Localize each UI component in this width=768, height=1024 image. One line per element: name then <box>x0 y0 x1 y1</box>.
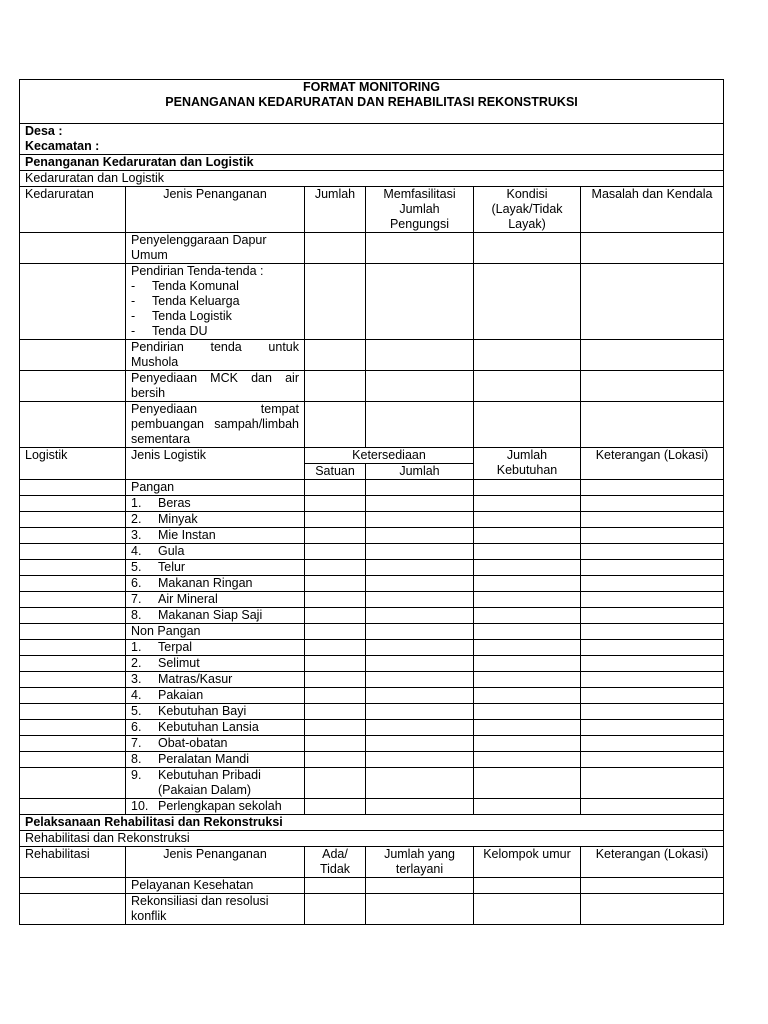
tenda-title: Pendirian Tenda-tenda : <box>131 264 264 278</box>
list-item: 6. Makanan Ringan <box>131 576 253 590</box>
list-item: 1. Terpal <box>131 640 193 654</box>
item-tenda <box>126 264 305 340</box>
list-item: 7. Air Mineral <box>131 592 218 606</box>
location-fields <box>20 124 724 155</box>
list-item: 4. Gula <box>131 544 185 558</box>
col-memfasilitasi: Memfasilitasi Jumlah Pengungsi <box>366 187 474 233</box>
list-item: 7. Obat-obatan <box>131 736 228 750</box>
list-item: 2. Minyak <box>131 512 198 526</box>
col-jumlah-ketersediaan: Jumlah <box>366 464 474 480</box>
list-item: - Tenda Logistik <box>131 309 232 323</box>
category-non-pangan: Non Pangan <box>126 624 305 640</box>
item-dapur-umum: Penyelenggaraan Dapur Umum <box>126 233 305 264</box>
list-item: - Tenda Komunal <box>131 279 239 293</box>
list-item: 8. Makanan Siap Saji <box>131 608 263 622</box>
col-kelompok-umur: Kelompok umur <box>474 847 581 878</box>
title-line-2: PENANGANAN KEDARURATAN DAN REHABILITASI REKONSTRUKSI <box>165 95 578 109</box>
title-line-1: FORMAT MONITORING <box>303 80 441 94</box>
col-jenis-logistik: Jenis Logistik <box>126 448 305 480</box>
item-sampah: Penyediaan tempat pembuangan sampah/limbah sementara <box>126 402 305 448</box>
item-mck: Penyediaan MCK dan air bersih <box>126 371 305 402</box>
col-rehabilitasi: Rehabilitasi <box>20 847 126 878</box>
col-satuan: Satuan <box>305 464 366 480</box>
col-ketersediaan: Ketersediaan <box>305 448 474 464</box>
list-item: - Tenda Keluarga <box>131 294 240 308</box>
col-jenis-penanganan-2: Jenis Penanganan <box>126 847 305 878</box>
kecamatan-label: Kecamatan : <box>25 139 100 153</box>
desa-label: Desa : <box>25 124 63 138</box>
section-subheader-kedaruratan: Kedaruratan dan Logistik <box>20 171 724 187</box>
list-item: 10. Perlengkapan sekolah <box>131 799 282 813</box>
col-logistik: Logistik <box>20 448 126 480</box>
list-item: 9. Kebutuhan Pribadi (Pakaian Dalam) <box>131 768 261 797</box>
col-kondisi: Kondisi (Layak/Tidak Layak) <box>474 187 581 233</box>
section-header-penanganan: Penanganan Kedaruratan dan Logistik <box>20 155 724 171</box>
col-jumlah: Jumlah <box>305 187 366 233</box>
category-pangan: Pangan <box>126 480 305 496</box>
col-kedaruratan: Kedaruratan <box>20 187 126 233</box>
list-item: 1. Beras <box>131 496 191 510</box>
section-header-rehabilitasi: Pelaksanaan Rehabilitasi dan Rekonstruksi <box>20 815 724 831</box>
section-subheader-rehabilitasi: Rehabilitasi dan Rekonstruksi <box>20 831 724 847</box>
form-title <box>20 80 724 124</box>
item-pelayanan-kesehatan: Pelayanan Kesehatan <box>126 878 305 894</box>
col-masalah: Masalah dan Kendala <box>581 187 724 233</box>
list-item: 3. Matras/Kasur <box>131 672 233 686</box>
list-item: 8. Peralatan Mandi <box>131 752 250 766</box>
item-mushola: Pendirian tenda untuk Mushola <box>126 340 305 371</box>
col-jenis-penanganan: Jenis Penanganan <box>126 187 305 233</box>
item-rekonsiliasi: Rekonsiliasi dan resolusi konflik <box>126 894 305 925</box>
list-item: 4. Pakaian <box>131 688 204 702</box>
list-item: 5. Telur <box>131 560 186 574</box>
list-item: - Tenda DU <box>131 324 208 338</box>
list-item: 6. Kebutuhan Lansia <box>131 720 259 734</box>
col-ada-tidak: Ada/ Tidak <box>305 847 366 878</box>
col-jumlah-kebutuhan: Jumlah Kebutuhan <box>474 448 581 480</box>
col-jumlah-terlayani: Jumlah yang terlayani <box>366 847 474 878</box>
list-item: 2. Selimut <box>131 656 200 670</box>
col-keterangan-2: Keterangan (Lokasi) <box>581 847 724 878</box>
monitoring-form-table <box>19 79 724 925</box>
list-item: 5. Kebutuhan Bayi <box>131 704 247 718</box>
list-item: 3. Mie Instan <box>131 528 216 542</box>
col-keterangan-lokasi: Keterangan (Lokasi) <box>581 448 724 480</box>
